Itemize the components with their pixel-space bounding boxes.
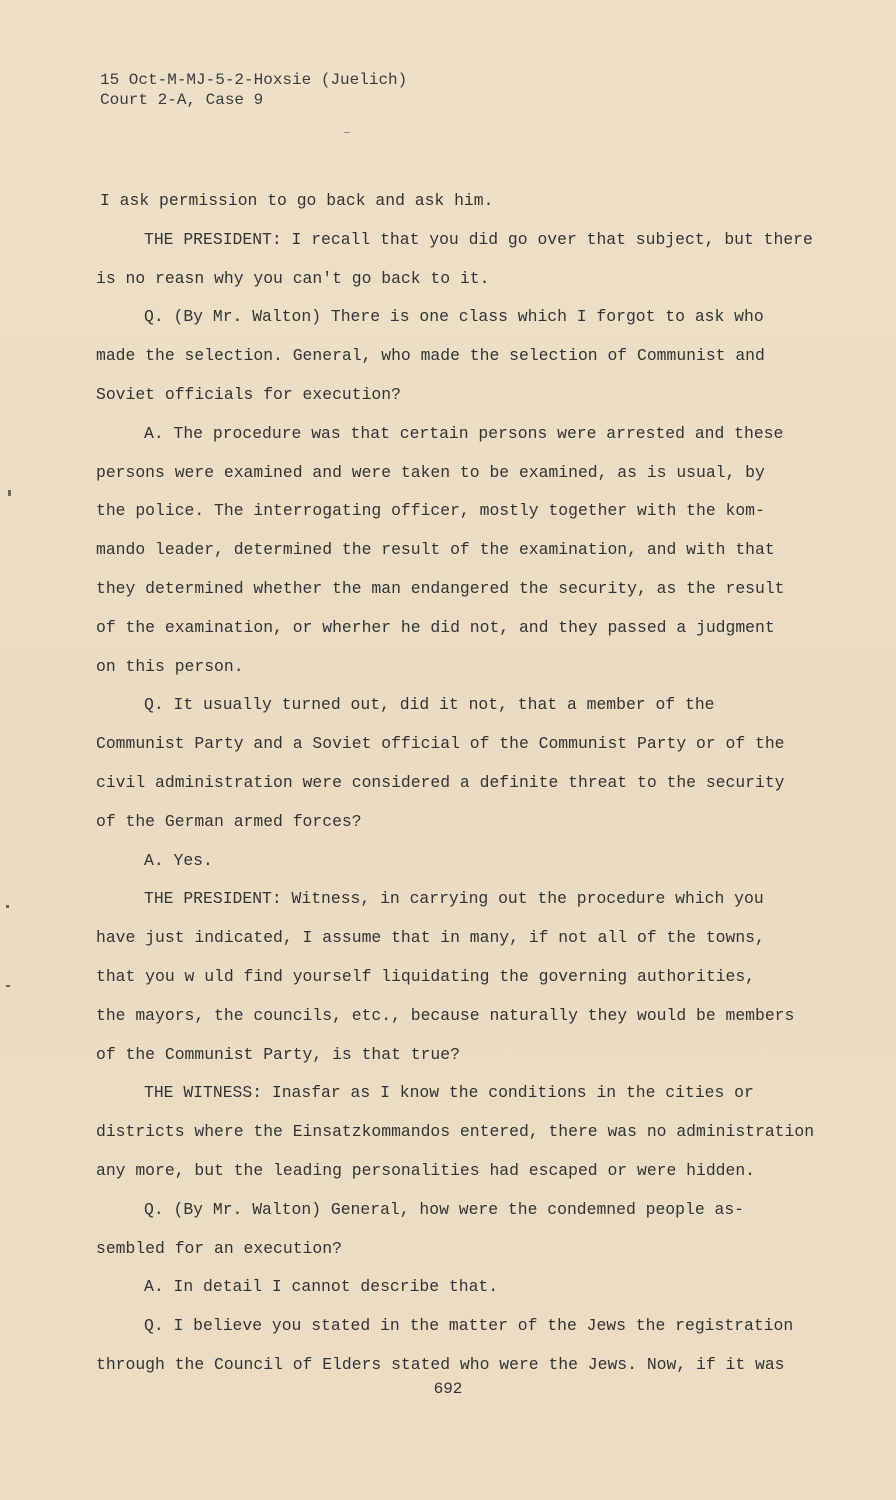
text-line: of the examination, or wherher he did not, and they passed a judgment [96,617,775,637]
text-line: Q. (By Mr. Walton) There is one class which I forgot to ask who [144,307,764,327]
text-line: THE WITNESS: Inasfar as I know the conditions in the cities or [144,1083,754,1103]
text-line: I ask permission to go back and ask him. [100,191,494,210]
margin-tick [344,132,350,133]
header-session-line: 15 Oct-M-MJ-5-2-Hoxsie (Juelich) [100,71,408,89]
text-line: any more, but the leading personalities had escaped or were hidden. [96,1160,756,1180]
text-line: civil administration were considered a definite threat to the security [96,772,785,792]
text-line: through the Council of Elders stated who were the Jews. Now, if it was [96,1354,785,1374]
margin-mark [6,905,9,908]
text-line: Q. I believe you stated in the matter of the Jews the registration [144,1316,794,1336]
text-line: THE PRESIDENT: I recall that you did go over that subject, but there [144,229,813,249]
text-line: Q. It usually turned out, did it not, that a member of the [144,695,715,715]
text-line: sembled for an execution? [96,1238,342,1258]
text-line: on this person. [96,656,244,676]
text-line: have just indicated, I assume that in many, if not all of the towns, [96,928,765,948]
text-line: they determined whether the man endangered the security, as the result [96,578,785,598]
text-line: of the Communist Party, is that true? [96,1044,460,1064]
text-line: of the German armed forces? [96,811,362,831]
text-line: A. Yes. [144,850,213,870]
text-line: Communist Party and a Soviet official of the Communist Party or of the [96,734,785,754]
text-line: mando leader, determined the result of the examination, and with that [96,540,775,560]
margin-mark [8,490,11,496]
text-line: that you w uld find yourself liquidating the governing authorities, [96,966,756,986]
document-header [100,70,407,110]
text-line: A. In detail I cannot describe that. [144,1277,499,1297]
text-line: the police. The interrogating officer, mostly together with the kom- [96,501,765,521]
text-line: Q. (By Mr. Walton) General, how were the condemned people as- [144,1199,744,1219]
text-line: persons were examined and were taken to be examined, as is usual, by [96,462,765,482]
text-line: THE PRESIDENT: Witness, in carrying out the procedure which you [144,889,764,909]
header-court-line: Court 2-A, Case 9 [100,91,264,109]
text-line: is no reasn why you can't go back to it. [96,268,490,288]
transcript-body [96,182,856,1385]
text-line: A. The procedure was that certain persons were arrested and these [144,423,784,443]
margin-mark [6,985,10,987]
text-line: Soviet officials for execution? [96,384,401,404]
text-line: made the selection. General, who made the selection of Communist and [96,346,765,366]
text-line: the mayors, the councils, etc., because naturally they would be members [96,1005,795,1025]
page-number: 692 [433,1380,463,1398]
text-line: districts where the Einsatzkommandos entered, there was no administration [96,1122,815,1142]
